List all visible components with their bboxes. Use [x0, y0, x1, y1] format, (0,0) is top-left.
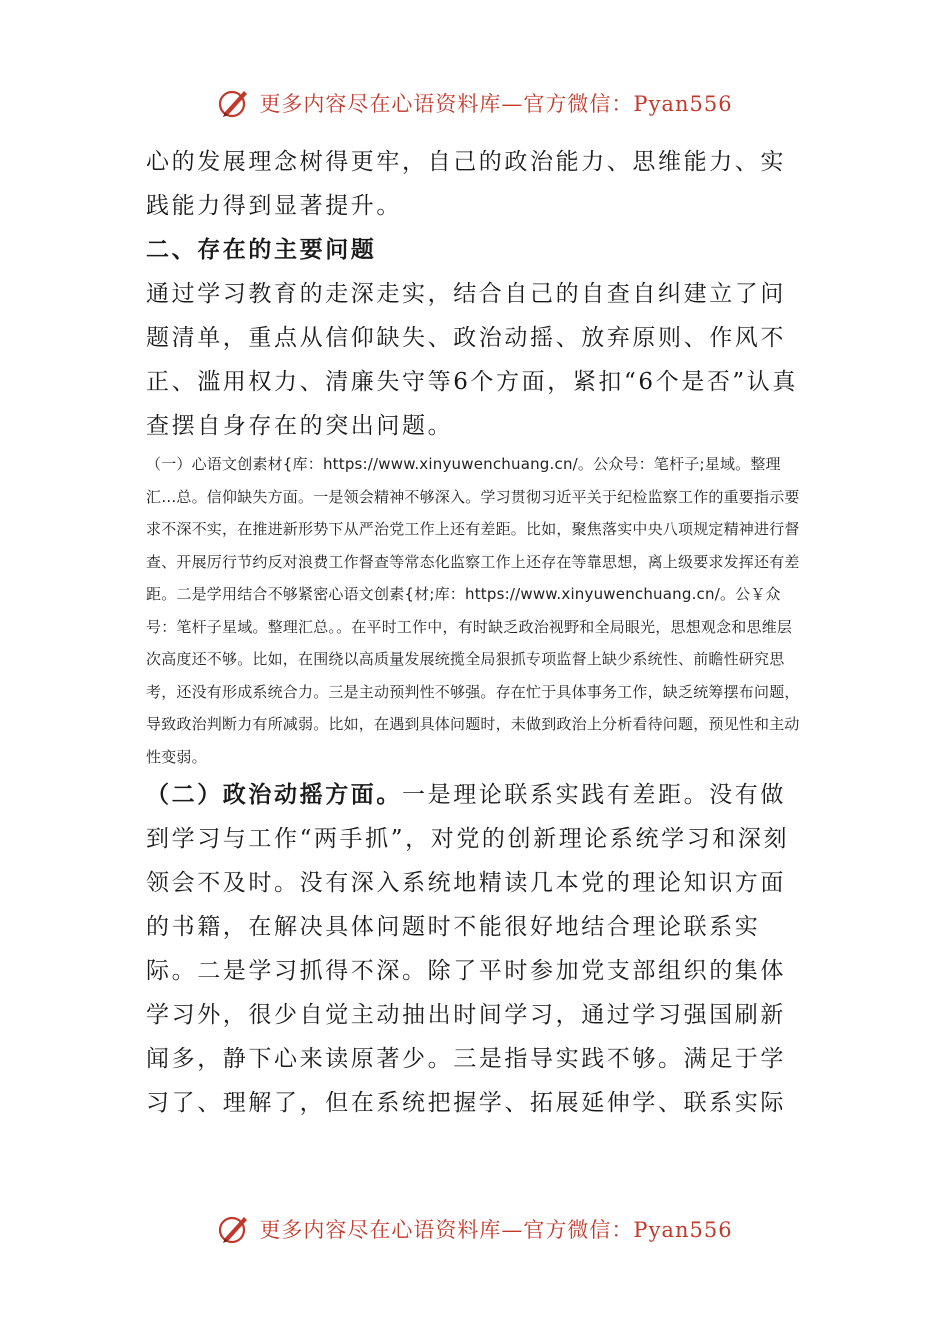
- paragraph-3: （一）心语文创素材{库：https://www.xinyuwenchuang.cn/。公众号：笔杆子;星域。整理汇…总。信仰缺失方面。一是领会精神不够深入。学习贯彻习近平关于纪检监察工作的重要指示要求不深不实，在推进新形势下从严治党工作上还有差距。比如，聚焦落实中央八项规定精神进行督查、开展厉行节约反对浪费工作督查等常态化监察工作上还存在等靠思想，离上级要求发挥还有差距。二是学用结合不够紧密心语文创素{材;库：https://www.xinyuwenchuang.cn/。公￥众号：笔杆子星域。整理汇总。。在平时工作中，有时缺乏政治视野和全局眼光，思想观念和思维层次高度还不够。比如，在围绕以高质量发展统揽全局狠抓专项监督上缺少系统性、前瞻性研究思考，还没有形成系统合力。三是主动预判性不够强。存在忙于具体事务工作，缺乏统筹摆布问题，导致政治判断力有所减弱。比如，在遇到具体问题时，未做到政治上分析看待问题，预见性和主动性变弱。: [146, 455, 800, 766]
- banner-text: 更多内容尽在心语资料库—官方微信：Pyan556: [259, 92, 733, 116]
- pen-logo-icon: [217, 86, 251, 120]
- paragraph-1: 心的发展理念树得更牢，自己的政治能力、思维能力、实践能力得到显著提升。: [146, 149, 786, 219]
- paragraph-2: 通过学习教育的走深走实，结合自己的自查自纠建立了问题清单，重点从信仰缺失、政治动摇、放弃原则、作风不正、滥用权力、清廉失守等6个方面，紧扣“6个是否”认真查摆自身存在的突出问题。: [146, 281, 798, 439]
- pen-logo-icon: [217, 1212, 251, 1246]
- banner-text: 更多内容尽在心语资料库—官方微信：Pyan556: [259, 1218, 733, 1242]
- footer-banner: [0, 1212, 950, 1246]
- header-banner: [0, 86, 950, 120]
- document-body: [146, 140, 806, 1125]
- paragraph-4-lead: （二）政治动摇方面。: [146, 781, 402, 808]
- section-heading: 二、存在的主要问题: [146, 236, 377, 263]
- paragraph-4-text: 一是理论联系实践有差距。没有做到学习与工作“两手抓”，对党的创新理论系统学习和深刻领会不及时。没有深入系统地精读几本党的理论知识方面的书籍，在解决具体问题时不能很好地结合理论联系实际。二是学习抓得不深。除了平时参加党支部组织的集体学习外，很少自觉主动抽出时间学习，通过学习强国刷新闻多，静下心来读原著少。三是指导实践不够。满足于学习了、理解了，但在系统把握学、拓展延伸学、联系实际: [146, 782, 790, 1116]
- paragraph-4: [146, 773, 806, 1125]
